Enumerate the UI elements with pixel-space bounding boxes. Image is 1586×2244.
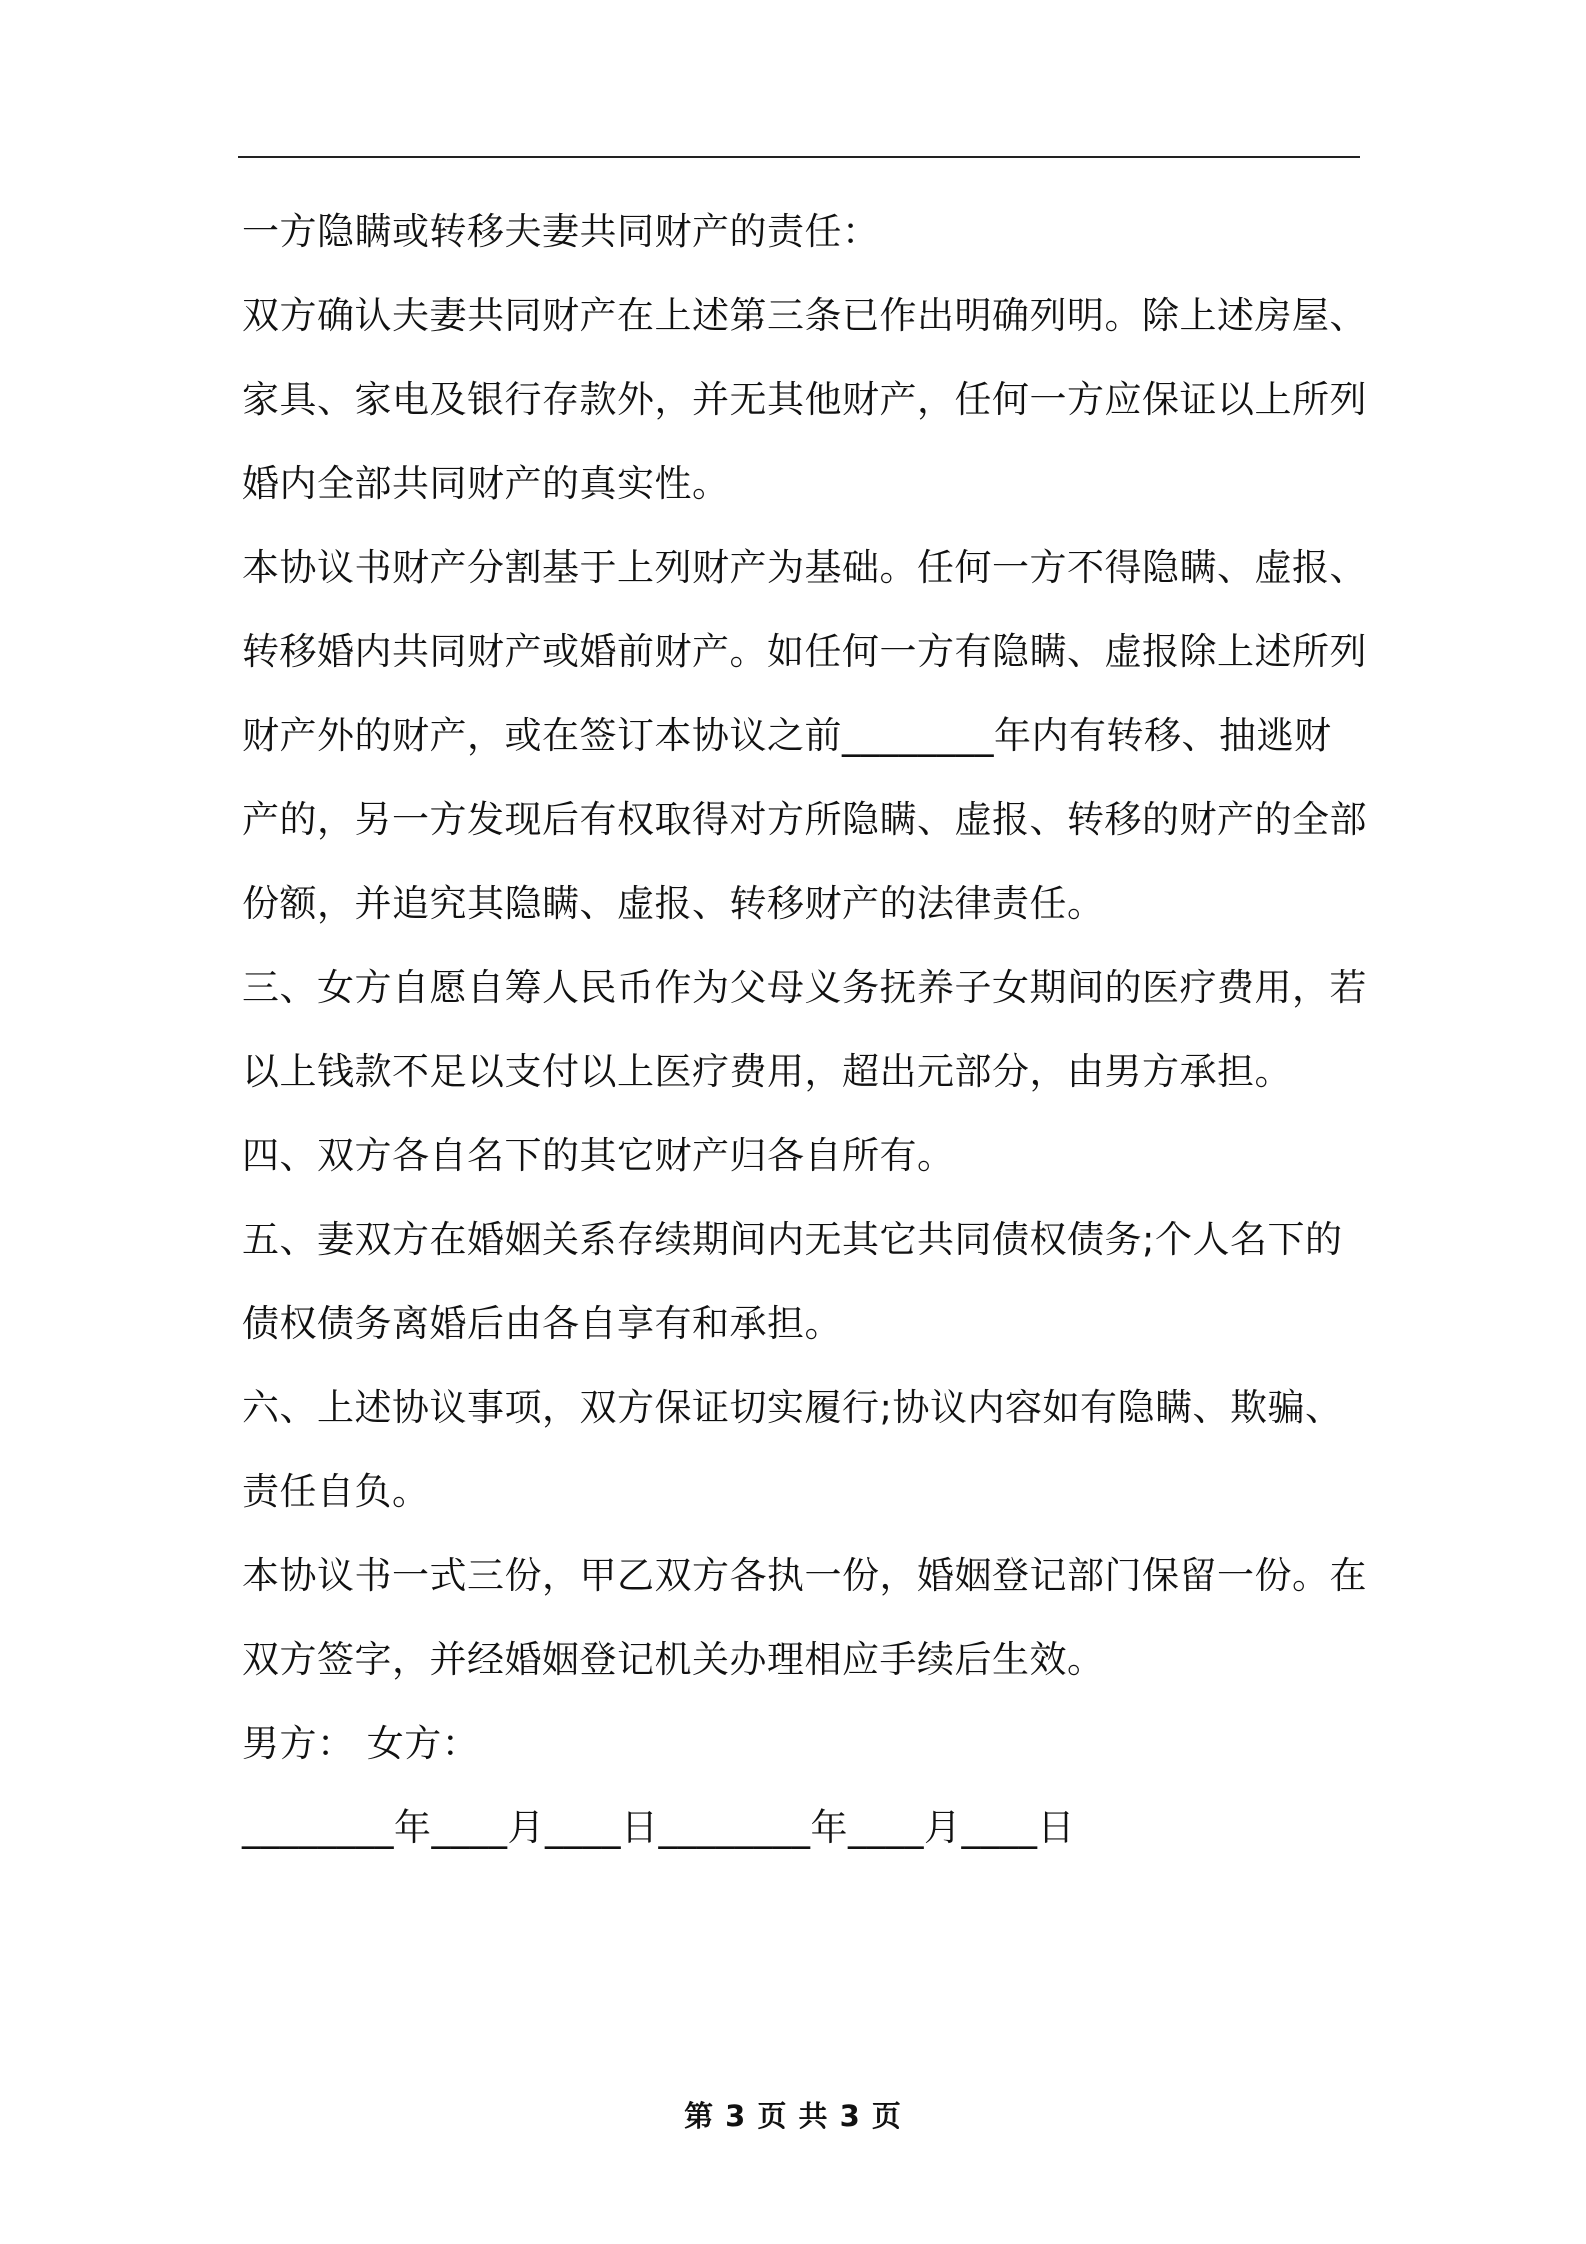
paragraph-line: 家具、家电及银行存款外，并无其他财产，任何一方应保证以上所列	[242, 378, 1367, 421]
page-number: 第 3 页 共 3 页	[684, 2099, 902, 2133]
paragraph-line: 份额，并追究其隐瞒、虚报、转移财产的法律责任。	[242, 882, 1105, 925]
paragraph-line: 婚内全部共同财产的真实性。	[242, 462, 730, 505]
header-rule	[238, 156, 1360, 158]
copies-note-line: 双方签字，并经婚姻登记机关办理相应手续后生效。	[242, 1638, 1105, 1681]
paragraph-line: 产的，另一方发现后有权取得对方所隐瞒、虚报、转移的财产的全部	[242, 798, 1367, 841]
paragraph-line: 财产外的财产，或在签订本协议之前________年内有转移、抽逃财	[242, 714, 1332, 757]
paragraph-line: 双方确认夫妻共同财产在上述第三条已作出明确列明。除上述房屋、	[242, 294, 1367, 337]
clause-five-line: 五、妻双方在婚姻关系存续期间内无其它共同债权债务;个人名下的	[242, 1218, 1343, 1261]
paragraph-line: 转移婚内共同财产或婚前财产。如任何一方有隐瞒、虚报除上述所列	[242, 630, 1367, 673]
clause-five-line: 债权债务离婚后由各自享有和承担。	[242, 1302, 842, 1345]
signature-labels: 男方： 女方：	[242, 1722, 480, 1765]
clause-six-line: 六、上述协议事项，双方保证切实履行;协议内容如有隐瞒、欺骗、	[242, 1386, 1343, 1429]
clause-six-line: 责任自负。	[242, 1470, 430, 1513]
clause-four-line: 四、双方各自名下的其它财产归各自所有。	[242, 1134, 955, 1177]
copies-note-line: 本协议书一式三份，甲乙双方各执一份，婚姻登记部门保留一份。在	[242, 1554, 1367, 1597]
section-heading-concealment: 一方隐瞒或转移夫妻共同财产的责任：	[242, 210, 880, 253]
clause-three-line: 以上钱款不足以支付以上医疗费用，超出元部分，由男方承担。	[242, 1050, 1292, 1093]
clause-three-line: 三、女方自愿自筹人民币作为父母义务抚养子女期间的医疗费用，若	[242, 966, 1367, 1009]
signature-date-blanks: ________年____月____日________年____月____日	[242, 1806, 1075, 1849]
paragraph-line: 本协议书财产分割基于上列财产为基础。任何一方不得隐瞒、虚报、	[242, 546, 1367, 589]
document-body	[242, 197, 1367, 1877]
